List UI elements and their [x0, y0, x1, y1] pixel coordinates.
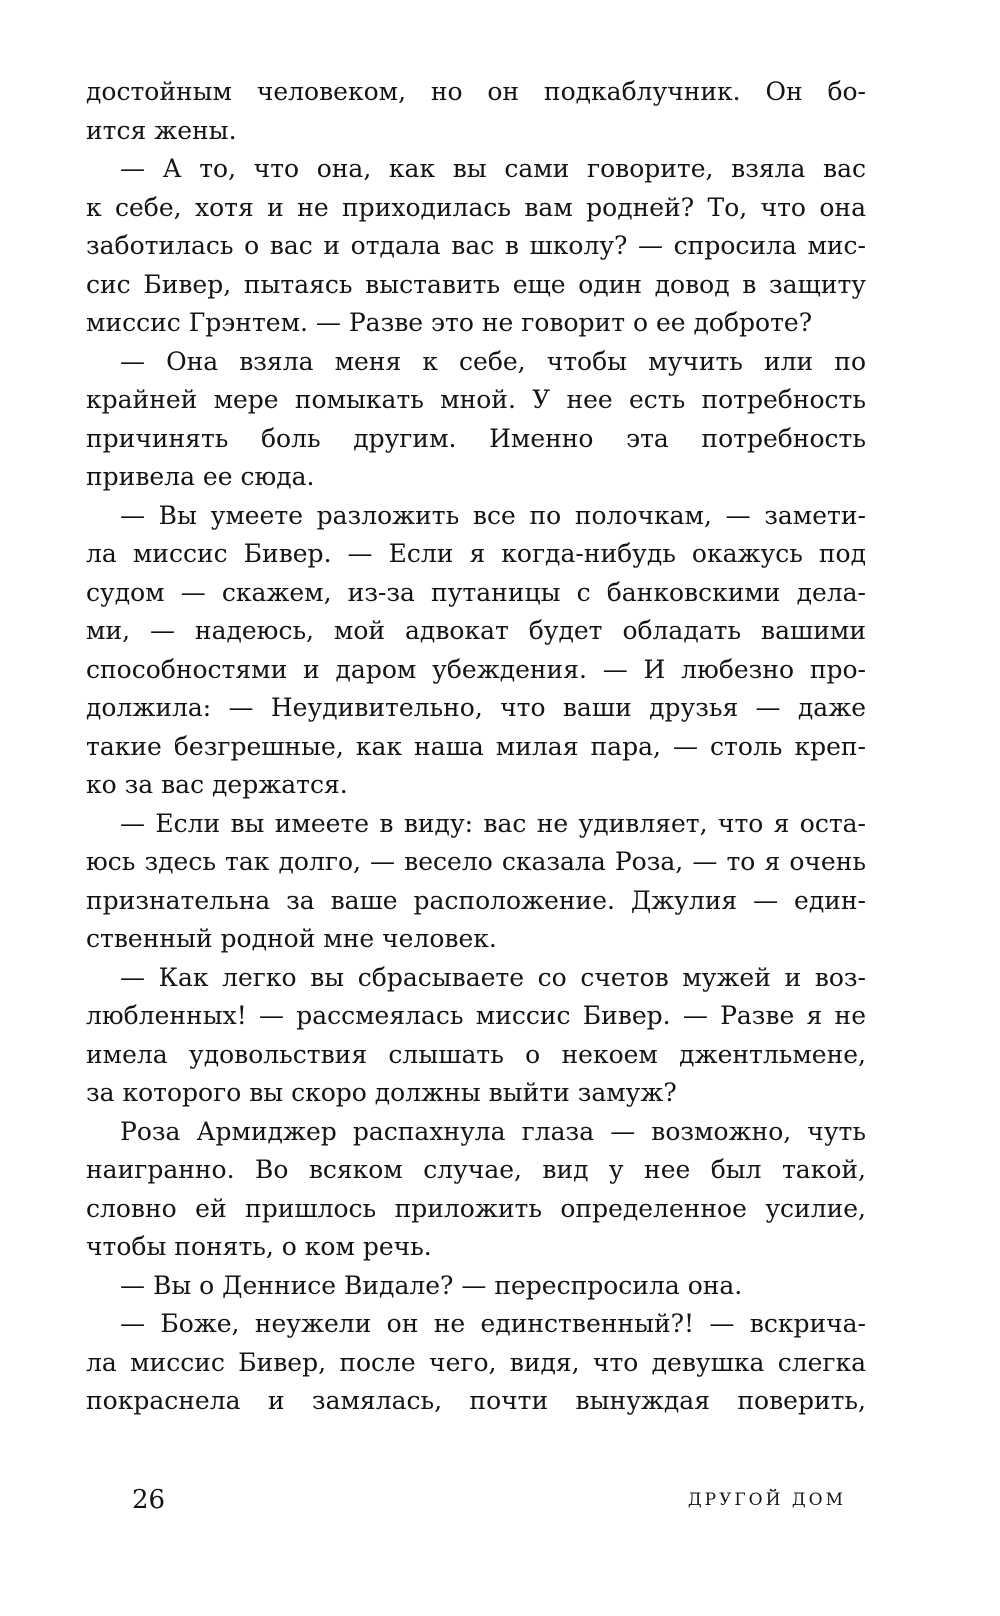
text-line: юсь здесь так долго, — весело сказала Роза, — то я очень — [86, 847, 866, 876]
page-number: 26 — [132, 1485, 166, 1515]
text-line: привела ее сюда. — [86, 462, 315, 491]
text-line: заботилась о вас и отдала вас в школу? — спросила мис- — [86, 231, 866, 260]
text-line: ла миссис Бивер, после чего, видя, что девушка слегка — [86, 1347, 866, 1377]
text-line: словно ей пришлось приложить определенное усилие, — [86, 1193, 866, 1223]
text-line: — Как легко вы сбрасываете со счетов мужей и воз- — [120, 962, 866, 992]
text-line: ственный родной мне человек. — [86, 924, 497, 953]
text-line: сис Бивер, пытаясь выставить еще один довод в защиту — [86, 269, 866, 299]
text-line: способностями и даром убеждения. — И любезно про- — [86, 654, 866, 684]
text-line: имела удовольствия слышать о некоем джентльмене, — [86, 1039, 866, 1069]
text-line: Роза Армиджер распахнула глаза — возможно, чуть — [120, 1116, 866, 1146]
text-line: любленных! — рассмеялась миссис Бивер. — Разве я не — [86, 1001, 866, 1030]
page-footer — [86, 1480, 866, 1520]
text-line: ла миссис Бивер. — Если я когда-нибудь окажусь под — [86, 539, 866, 568]
text-line: — Боже, неужели он не единственный?! — вскрича- — [120, 1309, 866, 1338]
text-line: должила: — Неудивительно, что ваши друзья — даже — [86, 693, 866, 722]
text-line: — Если вы имеете в виду: вас не удивляет, что я оста- — [120, 808, 866, 838]
text-line: ко за вас держатся. — [86, 770, 348, 799]
text-line: крайней мере помыкать мной. У нее есть потребность — [86, 385, 866, 414]
text-line: судом — скажем, из-за путаницы с банковскими дела- — [86, 577, 866, 607]
text-line: чтобы понять, о ком речь. — [86, 1232, 432, 1261]
text-line: — Она взяла меня к себе, чтобы мучить или по — [120, 346, 866, 376]
body-text — [86, 73, 866, 1421]
text-line: наигранно. Во всяком случае, вид у нее был такой, — [86, 1155, 866, 1184]
text-line: ми, — надеюсь, мой адвокат будет обладать вашими — [86, 616, 866, 645]
text-line: за которого вы скоро должны выйти замуж? — [86, 1078, 677, 1107]
text-line: такие безгрешные, как наша милая пара, — столь креп- — [86, 731, 866, 761]
text-line: — Вы о Деннисе Видале? — переспросила она. — [120, 1270, 743, 1300]
text-line: к себе, хотя и не приходилась вам родней? То, что она — [86, 192, 866, 222]
text-line: миссис Грэнтем. — Разве это не говорит о ее доброте? — [86, 308, 813, 337]
text-line: ится жены. — [86, 115, 237, 145]
text-line: — Вы умеете разложить все по полочкам, — замети- — [120, 500, 866, 530]
text-line: причинять боль другим. Именно эта потребность — [86, 423, 866, 453]
text-line: — А то, что она, как вы сами говорите, взяла вас — [120, 154, 866, 183]
text-line: достойным человеком, но он подкаблучник. Он бо- — [86, 77, 866, 106]
text-line: признательна за ваше расположение. Джулия — един- — [86, 885, 866, 915]
text-line: покраснела и замялась, почти вынуждая поверить, — [86, 1386, 866, 1415]
running-title: ДРУГОЙ ДОМ — [687, 1490, 846, 1510]
